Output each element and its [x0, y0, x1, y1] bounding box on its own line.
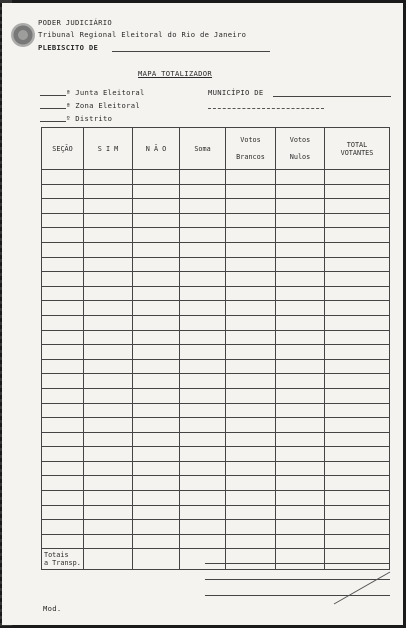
header-votos-brancos-line1: Votos	[240, 136, 261, 144]
table-row	[42, 520, 390, 535]
blank-cell	[226, 359, 276, 374]
blank-cell	[325, 418, 390, 433]
totals-row	[42, 549, 390, 570]
table-row	[42, 491, 390, 506]
blank-cell	[42, 170, 84, 185]
header-sim: S I M	[84, 128, 133, 170]
blank-cell	[276, 301, 325, 316]
blank-cell	[133, 447, 180, 462]
table-header-row	[42, 128, 390, 170]
blank-cell	[84, 184, 133, 199]
blank-cell	[325, 272, 390, 287]
blank-cell	[42, 228, 84, 243]
blank-cell	[325, 461, 390, 476]
blank-cell	[276, 359, 325, 374]
table-row	[42, 534, 390, 549]
totals-cell	[84, 549, 133, 570]
blank-cell	[42, 330, 84, 345]
plebiscito-label: PLEBISCITO DE	[38, 43, 99, 52]
blank-cell	[325, 170, 390, 185]
blank-cell	[42, 286, 84, 301]
blank-cell	[180, 447, 226, 462]
blank-cell	[84, 432, 133, 447]
header-nao: N Ã O	[133, 128, 180, 170]
blank-cell	[325, 345, 390, 360]
signature-strike-mark	[332, 568, 392, 608]
blank-cell	[226, 418, 276, 433]
blank-cell	[180, 301, 226, 316]
table-row	[42, 228, 390, 243]
blank-cell	[180, 184, 226, 199]
blank-cell	[84, 491, 133, 506]
table-row	[42, 388, 390, 403]
table-row	[42, 315, 390, 330]
blank-cell	[133, 170, 180, 185]
blank-cell	[325, 286, 390, 301]
blank-cell	[325, 476, 390, 491]
blank-cell	[42, 388, 84, 403]
blank-cell	[133, 315, 180, 330]
blank-cell	[276, 403, 325, 418]
blank-cell	[42, 301, 84, 316]
blank-cell	[84, 199, 133, 214]
blank-cell	[84, 315, 133, 330]
blank-cell	[226, 199, 276, 214]
blank-cell	[84, 242, 133, 257]
blank-cell	[84, 272, 133, 287]
totals-label-line1: Totais	[44, 551, 69, 560]
table-row	[42, 447, 390, 462]
blank-cell	[226, 520, 276, 535]
header-votos-nulos-line1: Votos	[289, 136, 311, 144]
blank-cell	[276, 374, 325, 389]
blank-cell	[133, 345, 180, 360]
blank-cell	[133, 184, 180, 199]
blank-cell	[325, 491, 390, 506]
blank-cell	[276, 330, 325, 345]
plebiscito-field	[112, 51, 270, 52]
blank-cell	[42, 432, 84, 447]
blank-cell	[325, 359, 390, 374]
blank-cell	[325, 388, 390, 403]
blank-cell	[276, 491, 325, 506]
table-row	[42, 476, 390, 491]
blank-cell	[180, 534, 226, 549]
distrito-number-field	[40, 121, 66, 122]
blank-cell	[42, 345, 84, 360]
blank-cell	[180, 403, 226, 418]
blank-cell	[180, 228, 226, 243]
blank-cell	[84, 257, 133, 272]
blank-cell	[325, 447, 390, 462]
blank-cell	[84, 418, 133, 433]
blank-cell	[133, 301, 180, 316]
blank-cell	[133, 505, 180, 520]
blank-cell	[42, 534, 84, 549]
municipio-field-1	[273, 96, 391, 97]
blank-cell	[133, 432, 180, 447]
blank-cell	[133, 359, 180, 374]
blank-cell	[133, 213, 180, 228]
blank-cell	[133, 418, 180, 433]
blank-cell	[84, 345, 133, 360]
blank-cell	[226, 330, 276, 345]
header-total-line1: TOTAL	[346, 140, 368, 149]
blank-cell	[42, 199, 84, 214]
blank-cell	[276, 170, 325, 185]
blank-cell	[276, 242, 325, 257]
blank-cell	[180, 345, 226, 360]
blank-cell	[325, 403, 390, 418]
blank-cell	[42, 505, 84, 520]
blank-cell	[84, 301, 133, 316]
blank-cell	[226, 534, 276, 549]
blank-cell	[84, 476, 133, 491]
table-row	[42, 359, 390, 374]
table-row	[42, 242, 390, 257]
blank-cell	[42, 520, 84, 535]
totals-label-line2: a Transp.	[44, 559, 81, 568]
blank-cell	[226, 257, 276, 272]
blank-cell	[276, 432, 325, 447]
blank-cell	[84, 447, 133, 462]
totals-label-cell	[42, 549, 84, 570]
blank-cell	[180, 418, 226, 433]
blank-cell	[42, 242, 84, 257]
blank-cell	[133, 491, 180, 506]
blank-cell	[276, 315, 325, 330]
table-row	[42, 170, 390, 185]
blank-cell	[180, 388, 226, 403]
header-votos-nulos	[276, 128, 325, 170]
blank-cell	[276, 520, 325, 535]
zona-label: ª Zona Eleitoral	[66, 101, 141, 110]
blank-cell	[276, 286, 325, 301]
org-line-2: Tribunal Regional Eleitoral do Rio de Janeiro	[38, 30, 247, 39]
blank-cell	[84, 286, 133, 301]
blank-cell	[84, 359, 133, 374]
blank-cell	[325, 199, 390, 214]
blank-cell	[226, 184, 276, 199]
blank-cell	[84, 228, 133, 243]
blank-cell	[84, 213, 133, 228]
blank-cell	[133, 286, 180, 301]
blank-cell	[276, 388, 325, 403]
blank-cell	[42, 403, 84, 418]
blank-cell	[133, 374, 180, 389]
blank-cell	[276, 213, 325, 228]
blank-cell	[84, 403, 133, 418]
blank-cell	[133, 199, 180, 214]
blank-cell	[42, 491, 84, 506]
blank-cell	[325, 242, 390, 257]
table-row	[42, 418, 390, 433]
blank-cell	[325, 213, 390, 228]
table-row	[42, 257, 390, 272]
blank-cell	[180, 374, 226, 389]
junta-label: ª Junta Eleitoral	[66, 88, 145, 97]
blank-cell	[84, 388, 133, 403]
blank-cell	[325, 505, 390, 520]
tally-table	[41, 127, 390, 570]
table-row	[42, 330, 390, 345]
blank-cell	[226, 388, 276, 403]
blank-cell	[325, 228, 390, 243]
blank-cell	[180, 315, 226, 330]
blank-cell	[42, 374, 84, 389]
blank-cell	[84, 330, 133, 345]
blank-cell	[226, 272, 276, 287]
blank-cell	[276, 272, 325, 287]
blank-cell	[42, 359, 84, 374]
blank-cell	[133, 228, 180, 243]
blank-cell	[276, 257, 325, 272]
blank-cell	[325, 257, 390, 272]
blank-cell	[276, 184, 325, 199]
header-votos-brancos-line2: Brancos	[236, 153, 265, 161]
blank-cell	[180, 461, 226, 476]
blank-cell	[226, 476, 276, 491]
table-row	[42, 505, 390, 520]
totals-cell	[133, 549, 180, 570]
totals-cell	[226, 549, 276, 570]
table-row	[42, 374, 390, 389]
junta-number-field	[40, 95, 66, 96]
blank-cell	[276, 461, 325, 476]
blank-cell	[180, 491, 226, 506]
blank-cell	[276, 476, 325, 491]
blank-cell	[180, 286, 226, 301]
table-row	[42, 213, 390, 228]
blank-cell	[325, 301, 390, 316]
blank-cell	[226, 374, 276, 389]
header-secao: SEÇÃO	[42, 128, 84, 170]
totals-cell	[276, 549, 325, 570]
table-row	[42, 461, 390, 476]
blank-cell	[226, 461, 276, 476]
blank-cell	[276, 505, 325, 520]
totals-cell	[180, 549, 226, 570]
mod-label: Mod.	[43, 604, 62, 613]
blank-rows	[42, 170, 390, 549]
blank-cell	[133, 257, 180, 272]
blank-cell	[133, 403, 180, 418]
blank-cell	[325, 184, 390, 199]
blank-cell	[180, 505, 226, 520]
blank-cell	[226, 242, 276, 257]
blank-cell	[226, 170, 276, 185]
blank-cell	[84, 461, 133, 476]
blank-cell	[180, 242, 226, 257]
table-row	[42, 184, 390, 199]
blank-cell	[180, 213, 226, 228]
blank-cell	[42, 418, 84, 433]
blank-cell	[180, 199, 226, 214]
org-line-1: PODER JUDICIÁRIO	[38, 18, 113, 27]
blank-cell	[180, 170, 226, 185]
blank-cell	[84, 170, 133, 185]
blank-cell	[42, 476, 84, 491]
municipio-field-2	[208, 108, 324, 109]
blank-cell	[133, 534, 180, 549]
blank-cell	[133, 272, 180, 287]
blank-cell	[226, 432, 276, 447]
header-total-line2: VOTANTES	[340, 148, 374, 157]
blank-cell	[226, 228, 276, 243]
blank-cell	[180, 272, 226, 287]
blank-cell	[133, 242, 180, 257]
header-votos-brancos	[226, 128, 276, 170]
totals-cell	[325, 549, 390, 570]
blank-cell	[42, 272, 84, 287]
blank-cell	[226, 345, 276, 360]
blank-cell	[84, 520, 133, 535]
distrito-label: º Distrito	[66, 114, 113, 123]
blank-cell	[325, 432, 390, 447]
blank-cell	[276, 534, 325, 549]
blank-cell	[133, 330, 180, 345]
table-row	[42, 286, 390, 301]
blank-cell	[133, 461, 180, 476]
blank-cell	[276, 199, 325, 214]
header-soma: Soma	[180, 128, 226, 170]
form-page	[2, 3, 403, 625]
table-row	[42, 301, 390, 316]
blank-cell	[325, 315, 390, 330]
blank-cell	[180, 432, 226, 447]
municipio-label: MUNICÍPIO DE	[208, 88, 264, 97]
table-row	[42, 272, 390, 287]
blank-cell	[325, 520, 390, 535]
form-title: MAPA TOTALIZADOR	[138, 69, 213, 78]
blank-cell	[42, 184, 84, 199]
blank-cell	[325, 330, 390, 345]
blank-cell	[133, 388, 180, 403]
blank-cell	[84, 374, 133, 389]
blank-cell	[180, 520, 226, 535]
blank-cell	[42, 447, 84, 462]
zona-number-field	[40, 108, 66, 109]
table-row	[42, 403, 390, 418]
blank-cell	[133, 520, 180, 535]
blank-cell	[133, 476, 180, 491]
blank-cell	[226, 286, 276, 301]
blank-cell	[276, 345, 325, 360]
signature-line-1	[205, 563, 390, 564]
coat-of-arms-seal	[11, 23, 35, 47]
blank-cell	[226, 403, 276, 418]
blank-cell	[226, 315, 276, 330]
blank-cell	[180, 330, 226, 345]
header-total-votantes	[325, 128, 390, 170]
blank-cell	[84, 534, 133, 549]
blank-cell	[42, 315, 84, 330]
blank-cell	[180, 257, 226, 272]
blank-cell	[226, 447, 276, 462]
blank-cell	[42, 213, 84, 228]
blank-cell	[276, 447, 325, 462]
blank-cell	[226, 505, 276, 520]
table-row	[42, 345, 390, 360]
blank-cell	[325, 374, 390, 389]
blank-cell	[226, 491, 276, 506]
header-votos-nulos-line2: Nulos	[289, 153, 311, 161]
blank-cell	[42, 257, 84, 272]
blank-cell	[180, 476, 226, 491]
blank-cell	[42, 461, 84, 476]
blank-cell	[276, 418, 325, 433]
table-row	[42, 432, 390, 447]
blank-cell	[226, 213, 276, 228]
blank-cell	[325, 534, 390, 549]
blank-cell	[180, 359, 226, 374]
blank-cell	[226, 301, 276, 316]
blank-cell	[276, 228, 325, 243]
blank-cell	[84, 505, 133, 520]
table-row	[42, 199, 390, 214]
